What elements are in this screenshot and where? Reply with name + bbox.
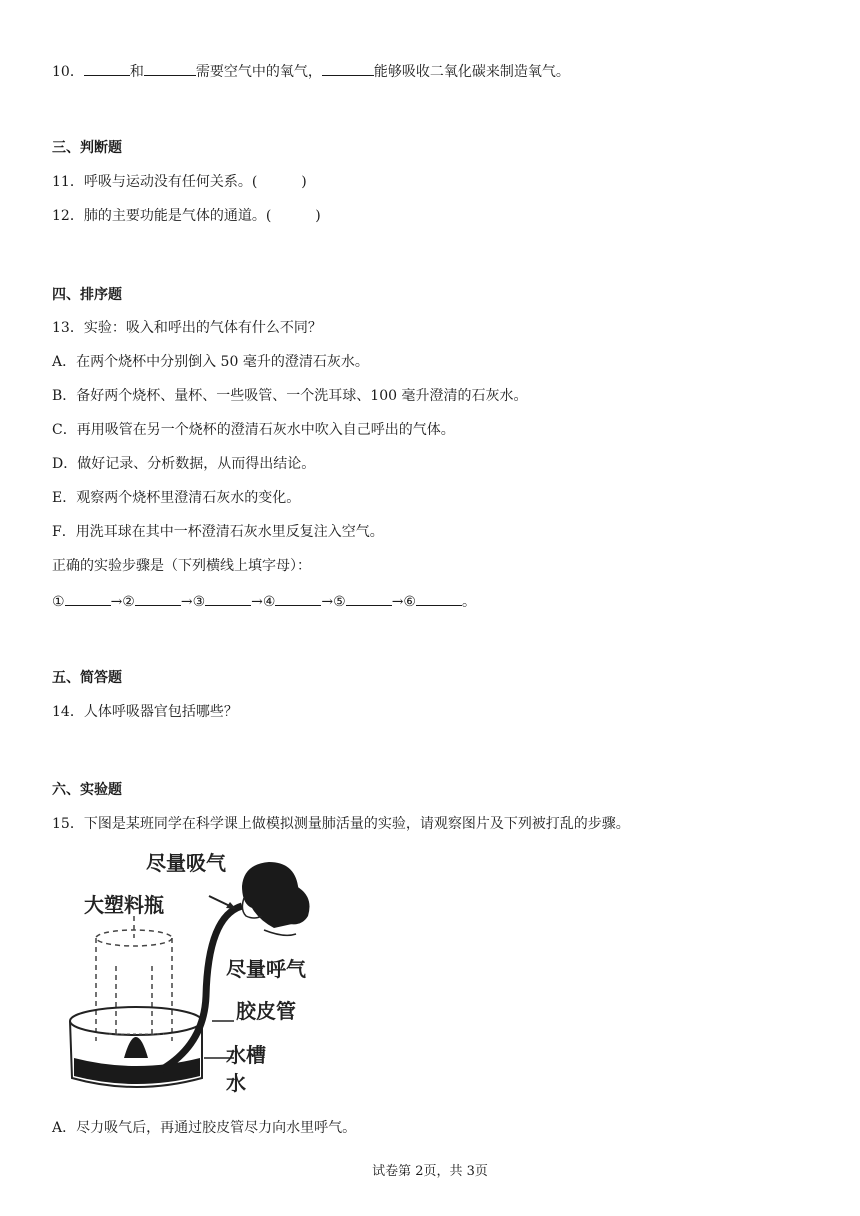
label-water: 水 xyxy=(226,1071,246,1095)
question-12 xyxy=(52,206,321,226)
question-13-stem: 13．实验：吸入和呼出的气体有什么不同？ xyxy=(52,320,322,336)
step-blank-5[interactable] xyxy=(346,590,392,606)
step-marker: ① xyxy=(52,594,65,610)
question-11 xyxy=(52,172,307,192)
step-blank-6[interactable] xyxy=(416,590,462,606)
page-footer: 试卷第 2页，共 3页 xyxy=(372,1164,488,1179)
step-blank-3[interactable] xyxy=(205,590,251,606)
section-heading-experiment: 六、实验题 xyxy=(52,782,122,798)
label-bottle: 大塑料瓶 xyxy=(84,893,164,917)
option-a: A．在两个烧杯中分别倒入 50 毫升的澄清石灰水。 xyxy=(52,354,369,370)
step-marker: →③ xyxy=(180,594,206,610)
step-sequence xyxy=(52,590,476,612)
question-number: 10． xyxy=(52,64,84,80)
question-10 xyxy=(52,60,570,82)
question-13-prompt: 正确的实验步骤是（下列横线上填字母）： xyxy=(52,558,311,574)
option-c: C．再用吸管在另一个烧杯的澄清石灰水中吹入自己呼出的气体。 xyxy=(52,422,455,438)
label-exhale: 尽量呼气 xyxy=(226,957,306,981)
lung-capacity-figure xyxy=(64,846,324,1106)
answer-blank[interactable] xyxy=(84,60,130,76)
step-marker: →⑤ xyxy=(321,594,346,610)
answer-blank[interactable] xyxy=(144,60,196,76)
option-e: E．观察两个烧杯里澄清石灰水的变化。 xyxy=(52,490,301,506)
step-blank-2[interactable] xyxy=(135,590,181,606)
step-marker: →② xyxy=(110,594,135,610)
person-head xyxy=(242,862,310,935)
label-inhale: 尽量吸气 xyxy=(146,851,226,875)
question-14: 14．人体呼吸器官包括哪些？ xyxy=(52,704,238,720)
plastic-bottle xyxy=(96,916,172,1041)
question-text: 能够吸收二氧化碳来制造氧气。 xyxy=(373,64,570,80)
bracket-close: ) xyxy=(301,174,307,190)
bracket-close: ) xyxy=(315,208,321,224)
option-d: D．做好记录、分析数据，从而得出结论。 xyxy=(52,456,316,472)
step-blank-1[interactable] xyxy=(65,590,111,606)
option-f: F．用洗耳球在其中一杯澄清石灰水里反复注入空气。 xyxy=(52,524,384,540)
answer-blank[interactable] xyxy=(322,60,374,76)
label-tank: 水槽 xyxy=(226,1043,266,1067)
sentence-end: 。 xyxy=(461,594,476,610)
water-tank xyxy=(70,1007,202,1087)
section-heading-short-answer: 五、简答题 xyxy=(52,670,122,686)
section-heading-judgment: 三、判断题 xyxy=(52,140,122,156)
question-text: 需要空气中的氧气， xyxy=(195,64,322,80)
question-text: 和 xyxy=(129,64,144,80)
step-marker: →④ xyxy=(251,594,276,610)
label-tube: 胶皮管 xyxy=(236,999,296,1023)
question-15-stem: 15．下图是某班同学在科学课上做模拟测量肺活量的实验，请观察图片及下列被打乱的步骤。 xyxy=(52,816,630,832)
step-marker: →⑥ xyxy=(391,594,416,610)
question-text: 12．肺的主要功能是气体的通道。( xyxy=(52,208,272,224)
water xyxy=(74,1058,200,1084)
option-b: B．备好两个烧杯、量杯、一些吸管、一个洗耳球、100 毫升澄清的石灰水。 xyxy=(52,388,528,404)
question-15-option-a: A．尽力吸气后，再通过胶皮管尽力向水里呼气。 xyxy=(52,1120,357,1136)
step-blank-4[interactable] xyxy=(275,590,321,606)
question-text: 11．呼吸与运动没有任何关系。( xyxy=(52,174,258,190)
section-heading-ordering: 四、排序题 xyxy=(52,287,122,303)
